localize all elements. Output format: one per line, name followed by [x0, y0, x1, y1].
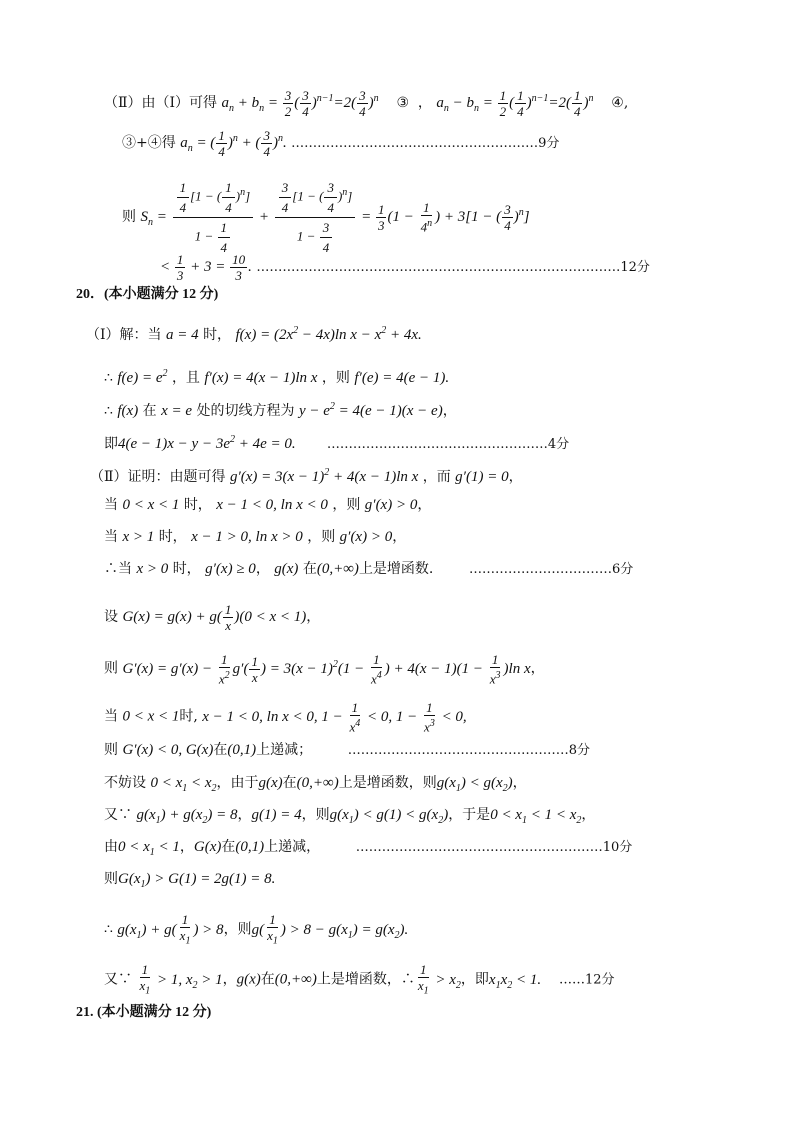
- formula-gprime-1: g′(1) = 0: [455, 469, 509, 485]
- formula-f-x: f(x): [117, 403, 139, 419]
- therefore-symbol: ∴: [104, 921, 113, 938]
- therefore-symbol: ∴: [104, 403, 113, 419]
- formula-g-x: g(x): [236, 971, 261, 988]
- q20-line13: 不妨设 $0 < x_1 < x_2$，由于g(x)在(0,+∞)上是增函数，则$g(x_1) < g(x_2)$，: [104, 775, 527, 794]
- formula-cond-d: $\frac{1}{x_1}$ > 1, $x_2 > 1$: [139, 962, 223, 997]
- q20-text-comma: ，: [222, 971, 237, 988]
- q20-text-time: 时，: [172, 561, 201, 577]
- formula-G-x: G(x): [193, 839, 222, 855]
- formula-interval-0-inf: (0,+∞): [274, 971, 317, 988]
- formula-bound: < $\frac{1}{3}$ + 3 = $\frac{10}{3}$ .: [160, 252, 252, 283]
- q20-line6: 当 0 < x < 1 时， x − 1 < 0, ln x < 0 ，则 g′(x) > 0，: [104, 497, 432, 513]
- q20-text-increasing: 上是增函数.: [358, 561, 434, 577]
- q20-line18: [104, 962, 615, 999]
- formula-g1-4: g(1) = 4: [251, 807, 302, 823]
- q20-text-on: 在: [282, 775, 297, 791]
- q20-title: 20．(本小题满分 12 分): [76, 287, 219, 302]
- q20-text-then: 则: [104, 660, 118, 677]
- q20-text-when: 当: [104, 529, 118, 545]
- q20-line9: 设 G(x) = g(x) + g( $\frac{1}{x}$ )(0 < x < 1)，: [104, 602, 321, 633]
- score-12: …………………………………………………………………………12分: [256, 259, 650, 275]
- q20-text-since: ，由于: [216, 775, 259, 791]
- formula-gprime-pos: g′(x) > 0: [364, 497, 418, 513]
- score-12b: ……12分: [558, 972, 615, 988]
- q20-text-when: 当: [104, 708, 118, 725]
- q20-text-while: ，而: [422, 469, 451, 485]
- q20-line4: [104, 431, 569, 454]
- q20-text-therefore-when: ∴当: [104, 561, 132, 577]
- formula-ineq-a: $g(x_1) + g$( $\frac{1}{x_1}$ ) > 8: [117, 912, 224, 947]
- formula-interval-0-1: (0,1): [235, 839, 265, 855]
- formula-g-x: g(x): [258, 775, 283, 791]
- equation-marker-4: ④,: [611, 94, 629, 111]
- formula-ineq-b: g( $\frac{1}{x_1}$ ) > $8 - g(x_1) = g(x_2)$.: [251, 912, 409, 947]
- q20-line5: （Ⅱ）证明：由题可得 $g'(x) = 3(x - 1)^2 + 4(x - 1)\ln$ x ，而 g′(1) = 0，: [90, 467, 523, 485]
- score-4: ……………………………………………4分: [326, 437, 570, 452]
- formula-interval-0-inf: (0,+∞): [296, 775, 339, 791]
- score-9: …………………………………………………9分: [291, 135, 560, 151]
- formula-sn: $S_n$ = $\frac{1}{4}$ [1 − ( $\frac{1}{4}$ )$^n$] 1 − $\frac{1}{4}$ + $\frac{3}{4}$ [1 − ( $\frac{3}{4}$ )$^n$] 1 − $\frac{3}{4}$ = $\frac{1}{3}$ (1 − $\frac{1}{4^n}$ ) + 3[1 − ( $\frac{3}{4}$ )$^n$]: [140, 180, 530, 255]
- therefore-symbol: ∴: [104, 370, 113, 386]
- formula-gprime-pos: g′(x) > 0: [339, 529, 393, 545]
- formula-gprime: $g'(x) = 3(x - 1)^2 + 4(x - 1)\ln$ x: [229, 467, 419, 485]
- formula-0-x-1: 0 < x < 1: [122, 497, 180, 513]
- q20-line16: [104, 870, 275, 894]
- formula-g-x: g(x): [274, 561, 299, 577]
- q20-text-then: ，则: [307, 529, 336, 545]
- q20-line8: ∴当 x > 0 时， g′(x) ≥ 0， g(x) 在(0,+∞)上是增函数. ……………………………6分: [104, 561, 634, 577]
- formula-an-bn-diff: $a_n - b_n$ = $\frac{1}{2}$ ( $\frac{1}{4}$ )$^{n-1}$=2( $\frac{1}{4}$ )$^n$: [436, 88, 594, 119]
- q20-text-also-since: 又∵: [104, 807, 132, 823]
- formula-gprime-nonneg: g′(x) ≥ 0: [205, 561, 256, 577]
- q20-line17: [104, 912, 408, 949]
- q20-text-and: ，且: [171, 370, 200, 386]
- prev-part2-line2: [122, 128, 559, 159]
- formula-x-eq-e: x = e: [161, 403, 193, 419]
- q20-line2: [104, 365, 449, 387]
- q20-text-thus: ，于是: [448, 807, 491, 823]
- formula-cond-b: x − 1 > 0, ln x > 0: [191, 529, 303, 545]
- q20-line10: 则 G′(x) = g′(x) − $\frac{1}{x^2}$ g′( $\frac{1}{x}$ ) = $3(x - 1)^2(1$ − $\frac{1}{x^4}$ ) + 4(x − 1)(1 − $\frac{1}{x^3}$ )ln x，: [104, 652, 545, 687]
- equation-marker-3: ③: [396, 94, 409, 111]
- q20-text-decreasing: 上递减；: [256, 742, 313, 758]
- q20-text-then: 则: [104, 871, 118, 887]
- formula-fx: $f(x) = (2x^2 - 4x)\ln$ $x - x^2 + 4x$.: [235, 325, 422, 343]
- q20-line14: 又∵ $g(x_1) + g(x_2) = 8$，g(1) = 4，则$g(x_1) < g(1) < g(x_2)$，于是$0 < x_1 < 1 < x_2$，: [104, 807, 596, 826]
- q20-text-namely: ，即: [460, 971, 489, 988]
- q20-text-increasing-then: 上是增函数，则: [338, 775, 437, 791]
- formula-conclusion-a: $\frac{1}{x_1}$ > $x_2$: [417, 962, 461, 997]
- q20-text-on: 在: [213, 742, 228, 758]
- q20-text-let: 设: [104, 608, 118, 625]
- q20-part2-intro: （Ⅱ）证明：由题可得: [90, 469, 226, 485]
- q20-line1: [86, 322, 422, 344]
- score-6: ……………………………6分: [469, 562, 634, 577]
- q20-line11: [104, 700, 467, 734]
- q20-text-time: 时，: [158, 529, 187, 545]
- q20-part1-intro: （Ⅰ）解：当: [86, 327, 162, 343]
- formula-x1-range: $0 < x_1 < 1$: [118, 839, 180, 858]
- formula-x-gt-1: x > 1: [122, 529, 155, 545]
- q20-text-increasing-therefore: 上是增函数，∴: [316, 971, 415, 988]
- formula-an-bn-sum: $a_n + b_n$ = $\frac{3}{2}$ ( $\frac{3}{4}$ )$^{n-1}$=2( $\frac{3}{4}$ )$^n$: [221, 88, 379, 119]
- q20-text-comma: ，: [179, 839, 194, 855]
- prev-part2-line1: （Ⅱ）由（Ⅰ）可得 $a_n + b_n$ = $\frac{3}{2}$ ( $\frac{3}{4}$ )$^{n-1}$=2( $\frac{3}{4}$ )$^n$ ③ ， $a_n - b_n$ = $\frac{1}{2}$ ( $\frac{1}{4}$ )$^{n-1}$=2( $\frac{1}{4}$ )$^n$ ④,: [104, 88, 629, 119]
- q20-text-time: 时,: [179, 708, 198, 725]
- q20-text-from: 由: [104, 839, 118, 855]
- q20-text-then: 则: [104, 742, 118, 758]
- formula-cond-c: x − 1 < 0, ln x < 0, 1 − $\frac{1}{x^4}$ < 0, 1 − $\frac{1}{x^3}$ < 0,: [202, 700, 467, 735]
- q20-line15: [104, 838, 632, 862]
- q20-text-comma: ，: [237, 807, 252, 823]
- formula-a-eq-4: a = 4: [165, 327, 199, 343]
- prev-part2-intro: （Ⅱ）由（Ⅰ）可得: [104, 94, 218, 111]
- q20-text-namely: 即: [104, 436, 118, 452]
- score-10: …………………………………………………10分: [355, 840, 633, 855]
- formula-Gprime-neg: G′(x) < 0, G(x): [122, 742, 214, 758]
- formula-cond-a: x − 1 < 0, ln x < 0: [216, 497, 328, 513]
- then-label: 则: [122, 208, 136, 225]
- q20-text-then: ，则: [301, 807, 330, 823]
- q20-line3: ∴ f(x) 在 x = e 处的切线方程为 $y - e^2 = 4(e - 1)(x - e)$，: [104, 401, 457, 419]
- q20-text-tangent: 处的切线方程为: [196, 403, 295, 419]
- formula-sum-8: $g(x_1) + g(x_2) = 8$: [136, 807, 238, 826]
- formula-f-e: $f(e) = e^2$: [117, 368, 168, 386]
- q20-text-assume: 不妨设: [104, 775, 146, 791]
- q20-text-at: 在: [142, 403, 157, 419]
- q20-text-when: 当: [104, 497, 118, 513]
- q21-title: 21. (本小题满分 12 分): [76, 1005, 212, 1020]
- formula-conclusion-b: $x_1x_2 < 1$.: [488, 971, 542, 991]
- prev-part2-line3: [122, 180, 530, 255]
- formula-tangent-std: $4(e - 1)x - y - 3e^2 + 4e = 0$.: [118, 434, 296, 452]
- formula-x-gt-0: x > 0: [136, 561, 169, 577]
- sum-label: ③+④得: [122, 134, 176, 151]
- q20-text-when: 时，: [203, 327, 232, 343]
- formula-chain: $g(x_1) < g(1) < g(x_2)$: [329, 807, 449, 826]
- prev-part2-line4: [160, 252, 650, 283]
- formula-interval-0-1: (0,1): [227, 742, 257, 758]
- q20-text-also-since: 又∵: [104, 971, 132, 988]
- formula-gx1-lt-gx2: $g(x_1) < g(x_2)$: [436, 775, 513, 794]
- q20-text-then: ，则: [223, 921, 252, 938]
- formula-fprime-e: f′(e) = 4(e − 1).: [354, 370, 450, 386]
- formula-x1-lt-x2: $0 < x_1 < x_2$: [150, 775, 217, 794]
- formula-Gx1: $G(x_1) > G(1) = 2g(1) = 8$.: [118, 871, 276, 890]
- q20-text-then: ，则: [332, 497, 361, 513]
- formula-G-def: G(x) = g(x) + g( $\frac{1}{x}$ )(0 < x < 1): [122, 602, 307, 633]
- q20-line12: [104, 741, 590, 760]
- q20-text-decreasing: 上递减，: [264, 839, 321, 855]
- formula-order: $0 < x_1 < 1 < x_2$: [490, 807, 582, 826]
- formula-an: $a_n$ = ( $\frac{1}{4}$ )$^n$ + ( $\frac{3}{4}$ )$^n$.: [180, 128, 287, 159]
- formula-tangent: $y - e^2 = 4(e - 1)(x - e)$: [298, 401, 443, 419]
- q20-text-on: 在: [221, 839, 236, 855]
- q20-line7: 当 x > 1 时， x − 1 > 0, ln x > 0 ，则 g′(x) > 0，: [104, 529, 407, 545]
- q20-text-then: ，则: [321, 370, 350, 386]
- formula-0-x-1: 0 < x < 1: [122, 708, 180, 725]
- formula-interval-0-inf: (0,+∞): [316, 561, 359, 577]
- q20-text-on: 在: [302, 561, 317, 577]
- q20-text-on: 在: [260, 971, 275, 988]
- q20-text-time: 时，: [183, 497, 212, 513]
- score-8: ……………………………………………8分: [347, 743, 590, 758]
- formula-Gprime: G′(x) = g′(x) − $\frac{1}{x^2}$ g′( $\frac{1}{x}$ ) = $3(x - 1)^2(1$ − $\frac{1}{x^4}$ ) + 4(x − 1)(1 − $\frac{1}{x^3}$ )ln x: [122, 652, 531, 687]
- formula-fprime: f′(x) = 4(x − 1)ln x: [204, 370, 318, 386]
